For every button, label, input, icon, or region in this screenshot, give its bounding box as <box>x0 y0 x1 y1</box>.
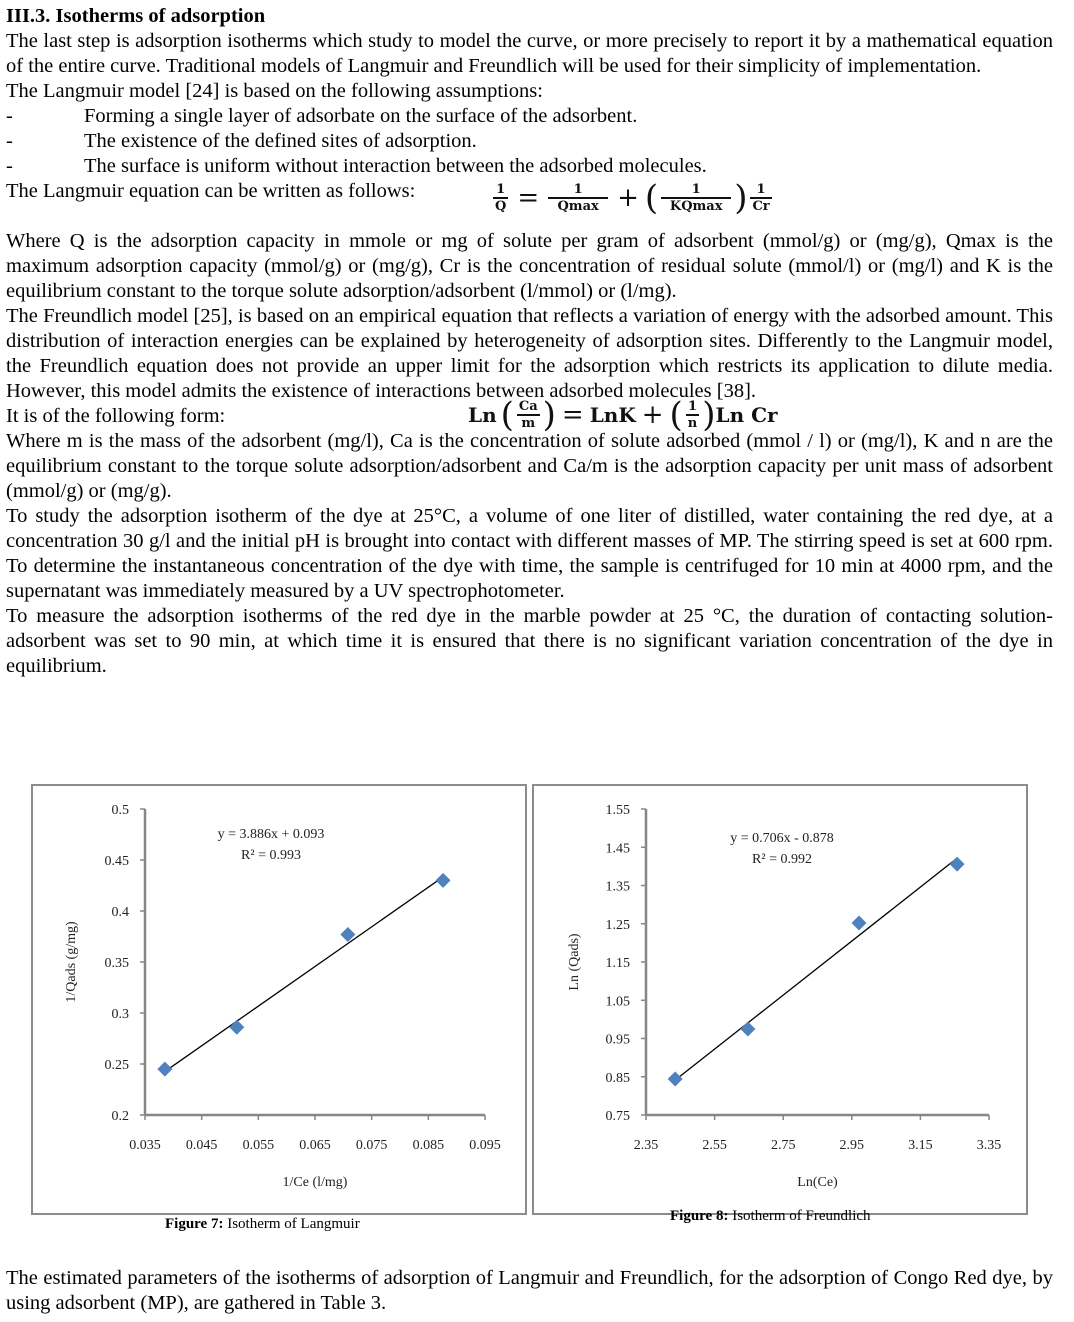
svg-text:1/Ce (l/mg): 1/Ce (l/mg) <box>282 1175 348 1190</box>
svg-text:R² = 0.992: R² = 0.992 <box>752 852 812 867</box>
assumption-item: - The surface is uniform without interaction between the adsorbed molecules. <box>6 155 707 177</box>
freundlich-eq-lead: It is of the following form: <box>6 405 226 427</box>
langmuir-equation-line <box>6 179 1053 229</box>
svg-text:0.055: 0.055 <box>242 1138 275 1153</box>
study-paragraph: To study the adsorption isotherm of the dye at 25°C, a volume of one liter of distilled, water containing the red dye, at a concentration 30 g/l and the initial pH is brought into contact with different masses of MP. The stirring speed is set at 600 rpm. To determine the instantaneous concentration of the dye with time, the sample is centrifuged for 10 min at 4000 rpm, and the supernatant was immediately measured by a UV spectrophotometer. <box>6 505 1053 602</box>
data-point-marker <box>157 1062 172 1077</box>
svg-text:0.085: 0.085 <box>412 1138 445 1153</box>
langmuir-plot <box>33 786 529 1217</box>
figure-7-langmuir-chart <box>31 784 527 1215</box>
svg-text:2.35: 2.35 <box>633 1138 659 1153</box>
langmuir-where-paragraph: Where Q is the adsorption capacity in mmole or mg of solute per gram of adsorbent (mmol/g) or (mg/g), Qmax is the maximum adsorption capacity (mmol/g) or (mg/g), Cr is the concentration of residual solute (mmol/l) or (mg/l) and K is the equilibrium constant to the torque solute adsorption/adsorbent (l/mmol) or (l/mg). <box>6 230 1053 302</box>
svg-text:1.45: 1.45 <box>605 841 630 857</box>
svg-text:1.15: 1.15 <box>605 956 630 971</box>
svg-text:0.85: 0.85 <box>605 1070 630 1086</box>
svg-text:0.075: 0.075 <box>355 1138 388 1153</box>
svg-text:1/Qads (g/mg): 1/Qads (g/mg) <box>64 921 79 1003</box>
svg-text:0.35: 0.35 <box>104 956 129 971</box>
document-page <box>6 4 1053 679</box>
svg-text:0.095: 0.095 <box>469 1138 501 1153</box>
svg-text:3.35: 3.35 <box>976 1138 1002 1153</box>
assumption-item: - The existence of the defined sites of adsorption. <box>6 130 477 152</box>
intro-paragraph: The last step is adsorption isotherms which study to model the curve, or more precisely to report it by a mathematical equation of the entire curve. Traditional models of Langmuir and Freundlich will be used for their simplicity of implementation. <box>6 30 1053 77</box>
data-point-marker <box>436 873 451 888</box>
langmuir-eq-lead: The Langmuir equation can be written as follows: <box>6 180 416 202</box>
svg-text:0.4: 0.4 <box>111 905 129 920</box>
data-point-marker <box>668 1072 683 1087</box>
freundlich-where-paragraph: Where m is the mass of the adsorbent (mg/l), Ca is the concentration of solute adsorbed (mmol / l) or (mg/l), K and n are the equilibrium constant to the torque solute adsorption/adsorbent and Ca/m is the adsorption capacity per unit mass of adsorbent (mmol/g) or (mg/g). <box>6 430 1053 502</box>
langmuir-intro: The Langmuir model [24] is based on the following assumptions: <box>6 80 543 102</box>
section-heading: III.3. Isotherms of adsorption <box>6 5 266 27</box>
svg-text:2.55: 2.55 <box>702 1138 727 1153</box>
figure-7-caption: Figure 7: Isotherm of Langmuir <box>165 1216 360 1232</box>
svg-text:1.35: 1.35 <box>605 879 630 895</box>
svg-text:0.5: 0.5 <box>111 803 129 818</box>
svg-text:0.3: 0.3 <box>111 1007 129 1022</box>
data-point-marker <box>229 1020 244 1035</box>
svg-text:Ln(Ce): Ln(Ce) <box>797 1175 838 1190</box>
svg-text:0.75: 0.75 <box>605 1109 630 1124</box>
svg-text:y = 0.706x - 0.878: y = 0.706x - 0.878 <box>730 831 834 846</box>
svg-text:0.045: 0.045 <box>185 1138 218 1153</box>
closing-paragraph: The estimated parameters of the isotherms of adsorption of Langmuir and Freundlich, for the adsorption of Congo Red dye, by using adsorbent (MP), are gathered in Table 3. <box>6 1267 1053 1314</box>
assumption-item: - Forming a single layer of adsorbate on the surface of the adsorbent. <box>6 105 638 127</box>
svg-text:0.25: 0.25 <box>104 1058 129 1073</box>
freundlich-equation: Ln ( $\frac{Ca}{m}$ ) = LnK + ( $\frac{1}{n}$ ) Ln Cr <box>468 395 778 435</box>
freundlich-equation-line <box>6 395 1053 435</box>
figure-8-freundlich-chart <box>532 784 1028 1215</box>
langmuir-equation: $\frac{1}{Q}$ = $\frac{1}{Qmax}$ + ( $\frac{1}{KQmax}$ ) $\frac{1}{Cr}$ <box>495 178 770 218</box>
svg-text:0.065: 0.065 <box>299 1138 331 1153</box>
svg-text:y = 3.886x + 0.093: y = 3.886x + 0.093 <box>217 827 325 842</box>
data-point-marker <box>852 915 867 930</box>
svg-text:1.55: 1.55 <box>605 803 630 818</box>
measure-paragraph: To measure the adsorption isotherms of the red dye in the marble powder at 25 °C, the duration of contacting solution-adsorbent was set to 90 min, at which time it is ensured that there is no significant variation concentration of the dye in equilibrium. <box>6 605 1053 677</box>
data-point-marker <box>950 857 965 872</box>
freundlich-intro-paragraph: The Freundlich model [25], is based on an empirical equation that reflects a variation of energy with the adsorbed amount. This distribution of interaction energies can be explained by heterogeneity of adsorption sites. Differently to the Langmuir model, the Freundlich equation does not provide an upper limit for the adsorption which restricts its application to dilute media. However, this model admits the existence of interactions between adsorbed molecules [38]. <box>6 305 1053 402</box>
svg-text:0.2: 0.2 <box>111 1109 129 1124</box>
figure-8-caption: Figure 8: Isotherm of Freundlich <box>670 1208 871 1224</box>
svg-text:1.05: 1.05 <box>605 994 630 1010</box>
freundlich-plot <box>534 786 1030 1217</box>
data-point-marker <box>740 1021 755 1036</box>
svg-text:1.25: 1.25 <box>605 917 630 933</box>
svg-text:2.95: 2.95 <box>839 1138 865 1153</box>
svg-text:0.035: 0.035 <box>129 1138 161 1153</box>
svg-text:Ln (Qads): Ln (Qads) <box>567 933 582 991</box>
svg-text:3.15: 3.15 <box>908 1138 933 1153</box>
svg-text:R² = 0.993: R² = 0.993 <box>241 848 301 863</box>
svg-text:0.95: 0.95 <box>605 1032 630 1048</box>
svg-text:0.45: 0.45 <box>104 854 129 869</box>
svg-text:2.75: 2.75 <box>770 1138 796 1153</box>
